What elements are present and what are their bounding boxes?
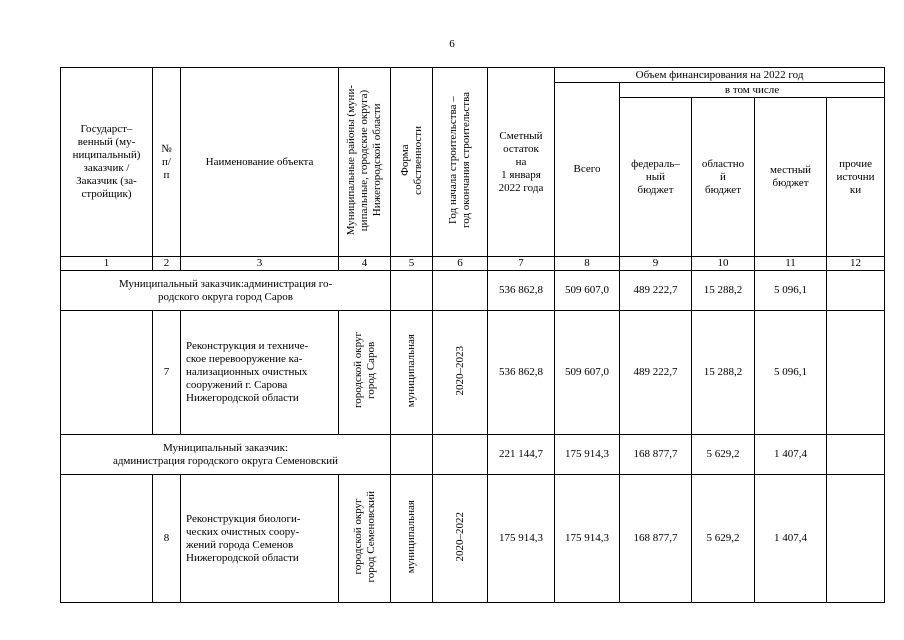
col-number: 3 (181, 257, 339, 271)
header-incl: в том числе (620, 83, 885, 98)
table-row (61, 311, 885, 435)
other-value (827, 475, 885, 603)
object-name: Реконструкция и техниче- ское перевооружение ка- нализационных очистных сооружений г. Сарова Нижегородской области (181, 311, 339, 435)
item-number: 7 (153, 311, 181, 435)
col-number: 9 (620, 257, 692, 271)
col-number: 11 (755, 257, 827, 271)
customer-org: Муниципальный заказчик: администрация городского округа Семеновский (61, 435, 391, 475)
col-number: 12 (827, 257, 885, 271)
header-num: № п/ п (153, 68, 181, 257)
local-value: 5 096,1 (755, 271, 827, 311)
col-number: 10 (692, 257, 755, 271)
local-value: 1 407,4 (755, 435, 827, 475)
header-district: Муниципальные районы (муни- ципальные, городские округа) Нижегородской области (339, 68, 391, 257)
district-value: городской округ город Саров (339, 311, 391, 435)
years-value: 2020–2023 (433, 311, 488, 435)
col-number: 5 (391, 257, 433, 271)
header-ownership: Форма собственности (391, 68, 433, 257)
header-funding-title: Объем финансирования на 2022 год (555, 68, 885, 83)
column-number-row (61, 257, 885, 271)
funding-table (60, 67, 885, 603)
remainder-value: 536 862,8 (488, 271, 555, 311)
other-value (827, 435, 885, 475)
header-years: Год начала строительства – год окончания строительства (433, 68, 488, 257)
other-value (827, 271, 885, 311)
federal-value: 168 877,7 (620, 435, 692, 475)
table-row (61, 435, 885, 475)
regional-value: 15 288,2 (692, 271, 755, 311)
item-number: 8 (153, 475, 181, 603)
regional-value: 15 288,2 (692, 311, 755, 435)
header-total: Всего (555, 83, 620, 257)
col-number: 7 (488, 257, 555, 271)
other-value (827, 311, 885, 435)
total-value: 509 607,0 (555, 311, 620, 435)
federal-value: 489 222,7 (620, 311, 692, 435)
header-regional: областно й бюджет (692, 98, 755, 257)
regional-value: 5 629,2 (692, 475, 755, 603)
district-value: городской округ город Семеновский (339, 475, 391, 603)
col-number: 2 (153, 257, 181, 271)
remainder-value: 221 144,7 (488, 435, 555, 475)
col-number: 4 (339, 257, 391, 271)
ownership-value: муниципальная (391, 311, 433, 435)
col-number: 8 (555, 257, 620, 271)
years-value: 2020–2022 (433, 475, 488, 603)
total-value: 175 914,3 (555, 435, 620, 475)
table-row (61, 271, 885, 311)
total-value: 509 607,0 (555, 271, 620, 311)
regional-value: 5 629,2 (692, 435, 755, 475)
remainder-value: 536 862,8 (488, 311, 555, 435)
object-name: Реконструкция биологи- ческих очистных соору- жений города Семенов Нижегородской области (181, 475, 339, 603)
col-number: 1 (61, 257, 153, 271)
local-value: 5 096,1 (755, 311, 827, 435)
header-local: местный бюджет (755, 98, 827, 257)
col-number: 6 (433, 257, 488, 271)
federal-value: 168 877,7 (620, 475, 692, 603)
header-remainder: Сметный остаток на 1 января 2022 года (488, 68, 555, 257)
ownership-value: муниципальная (391, 475, 433, 603)
header-federal: федераль– ный бюджет (620, 98, 692, 257)
federal-value: 489 222,7 (620, 271, 692, 311)
total-value: 175 914,3 (555, 475, 620, 603)
header-customer: Государст– венный (му- ниципальный) заказчик / Заказчик (за- стройщик) (61, 68, 153, 257)
header-other: прочие источни ки (827, 98, 885, 257)
page-number: 6 (449, 38, 455, 50)
customer-org: Муниципальный заказчик:администрация го- родского округа город Саров (61, 271, 391, 311)
header-object-name: Наименование объекта (181, 68, 339, 257)
table-row (61, 475, 885, 603)
remainder-value: 175 914,3 (488, 475, 555, 603)
local-value: 1 407,4 (755, 475, 827, 603)
